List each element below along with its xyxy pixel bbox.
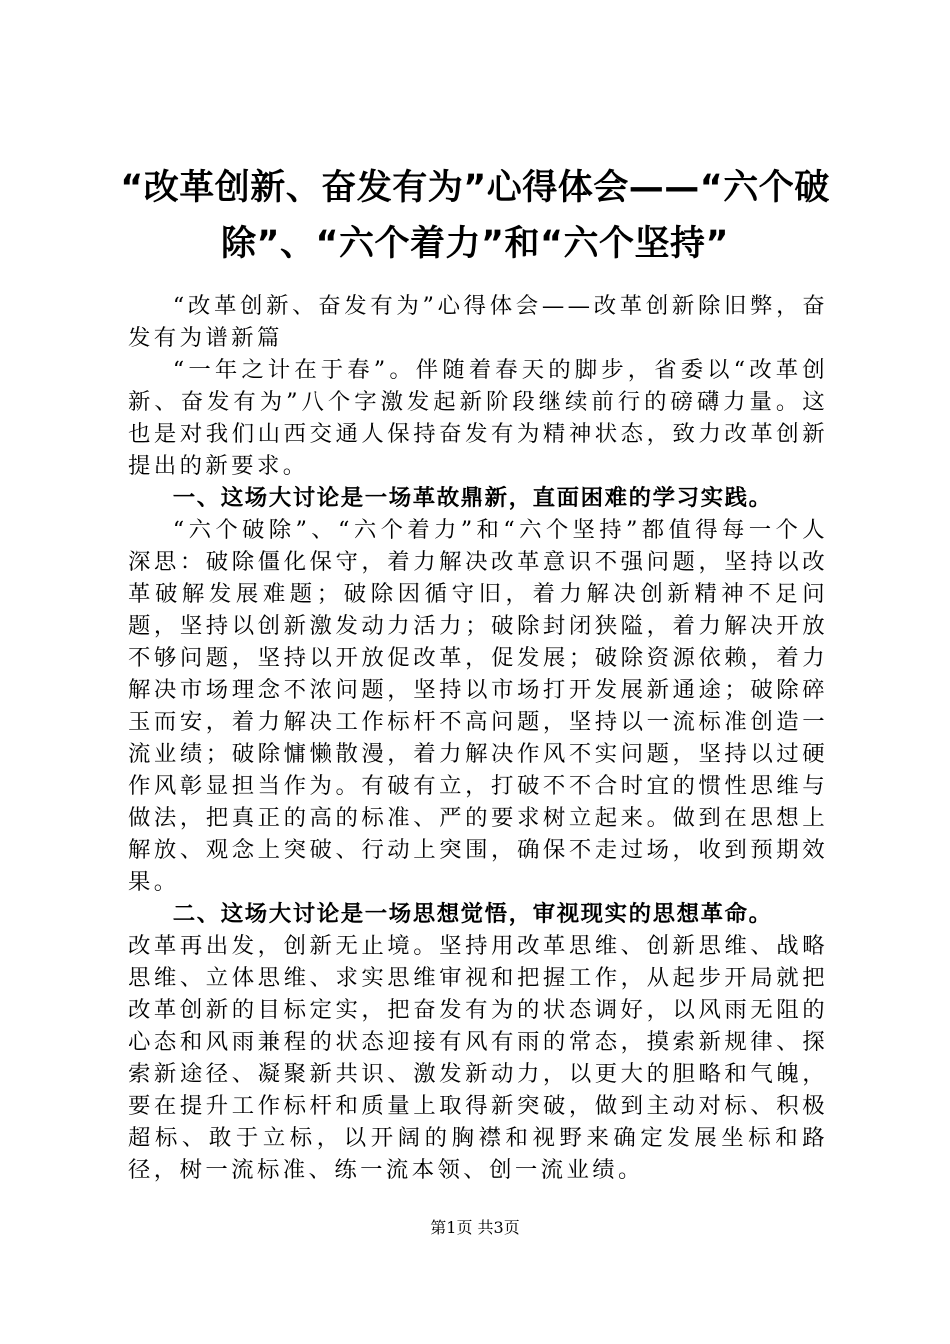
page-number-label: 第1页 共3页 [430,1218,520,1237]
document-title: “改革创新、奋发有为”心得体会——“六个破除”、“六个着力”和“六个坚持” [120,168,830,264]
page-footer [0,1218,950,1238]
paragraph-section-1: “六个破除”、“六个着力”和“六个坚持”都值得每一个人深思：破除僵化保守，着力解决改革意识不强问题，坚持以改革破解发展难题；破除因循守旧，着力解决创新精神不足问题，坚持以创新激发动力活力；破除封闭狭隘，着力解决开放不够问题，坚持以开放促改革，促发展；破除资源依赖，着力解决市场理念不浓问题，坚持以市场打开发展新通途；破除碎玉而安，着力解决工作标杆不高问题，坚持以一流标准创造一流业绩；破除慵懒散漫，着力解决作风不实问题，坚持以过硬作风彰显担当作为。有破有立，打破不不合时宜的惯性思维与做法，把真正的高的标准、严的要求树立起来。做到在思想上解放、观念上突破、行动上突围，确保不走过场，收到预期效果。 [128,517,828,895]
paragraph-intro: “一年之计在于春”。伴随着春天的脚步，省委以“改革创新、奋发有为”八个字激发起新阶段继续前行的磅礴力量。这也是对我们山西交通人保持奋发有为精神状态，致力改革创新提出的新要求。 [128,357,828,479]
paragraph-subtitle: “改革创新、奋发有为”心得体会——改革创新除旧弊，奋发有为谱新篇 [128,293,828,351]
paragraph-section-2: 改革再出发，创新无止境。坚持用改革思维、创新思维、战略思维、立体思维、求实思维审视和把握工作，从起步开局就把改革创新的目标定实，把奋发有为的状态调好，以风雨无阻的心态和风雨兼程的状态迎接有风有雨的常态，摸索新规律、探索新途径、凝聚新共识、激发新动力，以更大的胆略和气魄，要在提升工作标杆和质量上取得新突破，做到主动对标、积极超标、敢于立标，以开阔的胸襟和视野来确定发展坐标和路径，树一流标准、练一流本领、创一流业绩。 [128,933,828,1183]
document-body [128,290,828,1186]
section-heading-1: 一、这场大讨论是一场革故鼎新，直面困难的学习实践。 [172,485,773,511]
section-heading-2: 二、这场大讨论是一场思想觉悟，审视现实的思想革命。 [172,901,773,927]
